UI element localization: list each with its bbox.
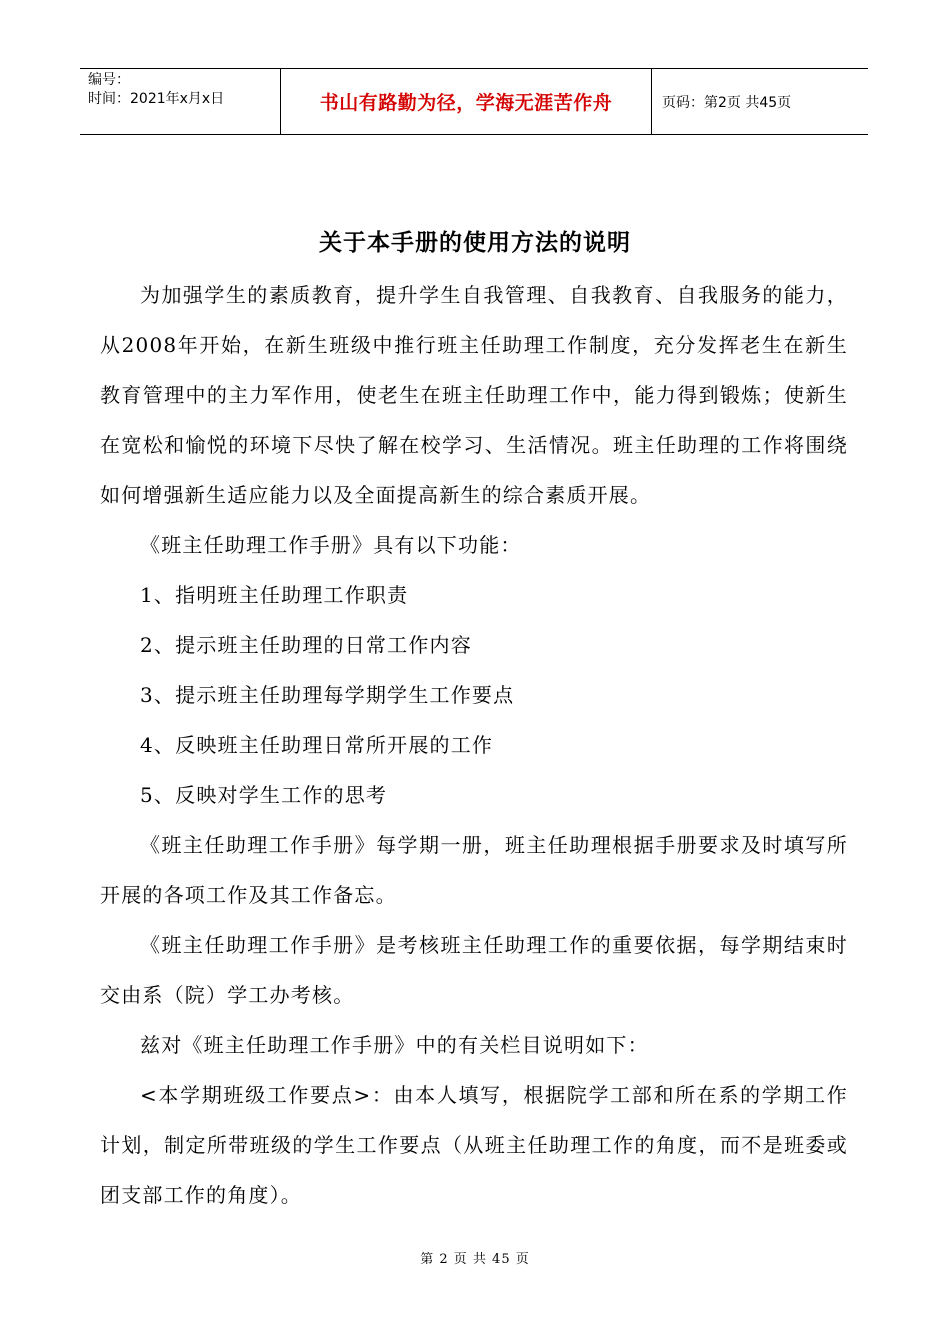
date-label: 时间：2021年x月x日: [88, 91, 225, 107]
header-page-info: 页码：第2页 共45页: [662, 94, 792, 111]
list-item-2: 2、提示班主任助理的日常工作内容: [140, 633, 472, 657]
document-title: 关于本手册的使用方法的说明: [319, 230, 631, 256]
list-item-4: 4、反映班主任助理日常所开展的工作: [140, 733, 494, 757]
header-meta: [80, 69, 280, 134]
header-motto: 书山有路勤为径，学海无涯苦作舟: [280, 69, 652, 134]
paragraph-functions-heading: 《班主任助理工作手册》具有以下功能：: [140, 533, 522, 557]
number-label: 编号：: [88, 72, 130, 88]
paragraph-columns-intro: 兹对《班主任助理工作手册》中的有关栏目说明如下：: [140, 1033, 649, 1057]
list-item-3: 3、提示班主任助理每学期学生工作要点: [140, 683, 515, 707]
paragraph-intro: 为加强学生的素质教育，提升学生自我管理、自我教育、自我服务的能力，从2008年开始，在新生班级中推行班主任助理工作制度，充分发挥老生在新生教育管理中的主力军作用，使老生在班主任助理工作中，能力得到锻炼；使新生在宽松和愉悦的环境下尽快了解在校学习、生活情况。班主任助理的工作将围绕如何增强新生适应能力以及全面提高新生的综合素质开展。: [100, 283, 848, 507]
document-body: [100, 270, 848, 1220]
list-item-5: 5、反映对学生工作的思考: [140, 783, 388, 807]
paragraph-semester-points: <本学期班级工作要点>：由本人填写，根据院学工部和所在系的学期工作计划，制定所带班级的学生工作要点（从班主任助理工作的角度，而不是班委或团支部工作的角度）。: [100, 1083, 848, 1207]
paragraph-per-semester: 《班主任助理工作手册》每学期一册，班主任助理根据手册要求及时填写所开展的各项工作及其工作备忘。: [100, 833, 848, 907]
paragraph-assessment: 《班主任助理工作手册》是考核班主任助理工作的重要依据，每学期结束时交由系（院）学工办考核。: [100, 933, 848, 1007]
page-footer: 第 2 页 共 45 页: [420, 1252, 530, 1267]
list-item-1: 1、指明班主任助理工作职责: [140, 583, 409, 607]
page-header: [80, 68, 868, 135]
